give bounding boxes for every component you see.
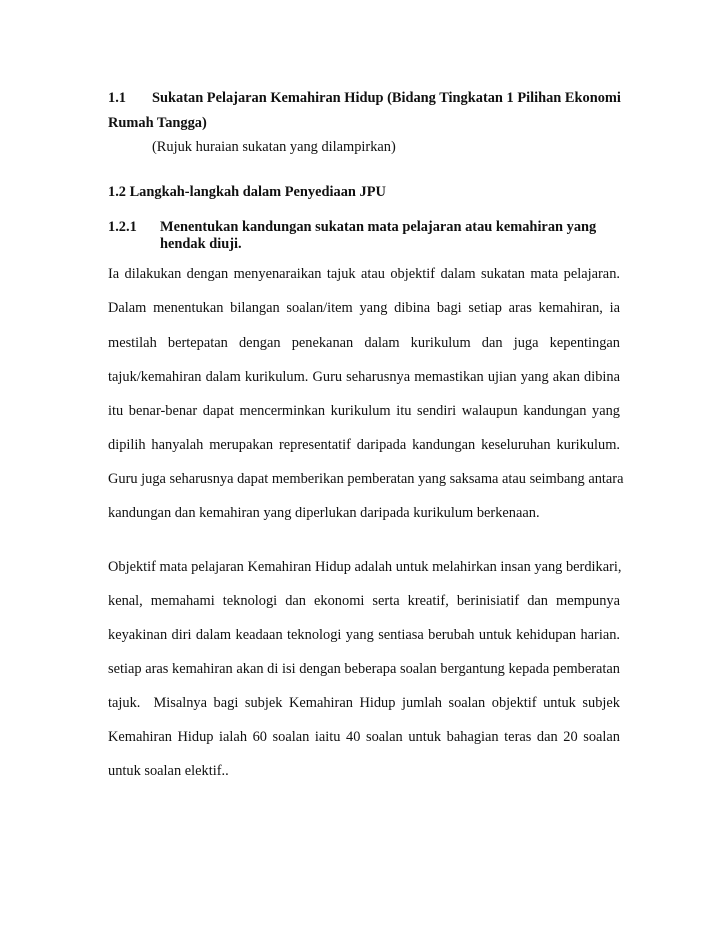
section-1-2-1-title-line2: hendak diuji. <box>160 236 242 252</box>
section-1-1-number: 1.1 <box>108 90 126 106</box>
section-1-1-title-line2: Rumah Tangga) <box>108 115 207 131</box>
paragraph-1-line: itu benar-benar dapat mencerminkan kurikulum itu sendiri walaupun kandungan yang <box>108 403 620 419</box>
section-1-2-1-title-line1 <box>108 218 596 236</box>
paragraph-1-line: Ia dilakukan dengan menyenaraikan tajuk atau objektif dalam sukatan mata pelajaran. <box>108 266 620 282</box>
paragraph-2-line: Objektif mata pelajaran Kemahiran Hidup adalah untuk melahirkan insan yang berdikari, <box>108 559 622 575</box>
paragraph-1-line: Dalam menentukan bilangan soalan/item yang dibina bagi setiap aras kemahiran, ia <box>108 300 620 316</box>
section-1-2-heading: 1.2 Langkah-langkah dalam Penyediaan JPU <box>108 184 386 200</box>
paragraph-2-line: tajuk. Misalnya bagi subjek Kemahiran Hidup jumlah soalan objektif untuk subjek <box>108 695 620 711</box>
paragraph-1-line: mestilah bertepatan dengan penekanan dalam kurikulum dan juga kepentingan <box>108 335 620 351</box>
paragraph-2-line: setiap aras kemahiran akan di isi dengan beberapa soalan bergantung kepada pemberatan <box>108 661 620 677</box>
paragraph-2-line: keyakinan diri dalam keadaan teknologi yang sentiasa berubah untuk kehidupan harian. <box>108 627 620 643</box>
paragraph-1-line: Guru juga seharusnya dapat memberikan pemberatan yang saksama atau seimbang antara <box>108 471 624 487</box>
section-1-1-note: (Rujuk huraian sukatan yang dilampirkan) <box>152 139 396 155</box>
paragraph-2-line: untuk soalan elektif.. <box>108 763 229 779</box>
section-1-1-title-text: Sukatan Pelajaran Kemahiran Hidup (Bidang Tingkatan 1 Pilihan Ekonomi <box>152 90 621 106</box>
section-1-2-1-title-text: Menentukan kandungan sukatan mata pelajaran atau kemahiran yang <box>160 219 597 235</box>
section-1-2-1-number: 1.2.1 <box>108 219 137 235</box>
section-1-1-title-line1 <box>108 89 620 107</box>
paragraph-2-line: kenal, memahami teknologi dan ekonomi serta kreatif, berinisiatif dan mempunya <box>108 593 620 609</box>
paragraph-1-line: tajuk/kemahiran dalam kurikulum. Guru seharusnya memastikan ujian yang akan dibina <box>108 369 620 385</box>
paragraph-2-line: Kemahiran Hidup ialah 60 soalan iaitu 40 soalan untuk bahagian teras dan 20 soalan <box>108 729 620 745</box>
paragraph-1-line: dipilih hanyalah merupakan representatif daripada kandungan keseluruhan kurikulum. <box>108 437 620 453</box>
paragraph-1-line: kandungan dan kemahiran yang diperlukan daripada kurikulum berkenaan. <box>108 505 540 521</box>
